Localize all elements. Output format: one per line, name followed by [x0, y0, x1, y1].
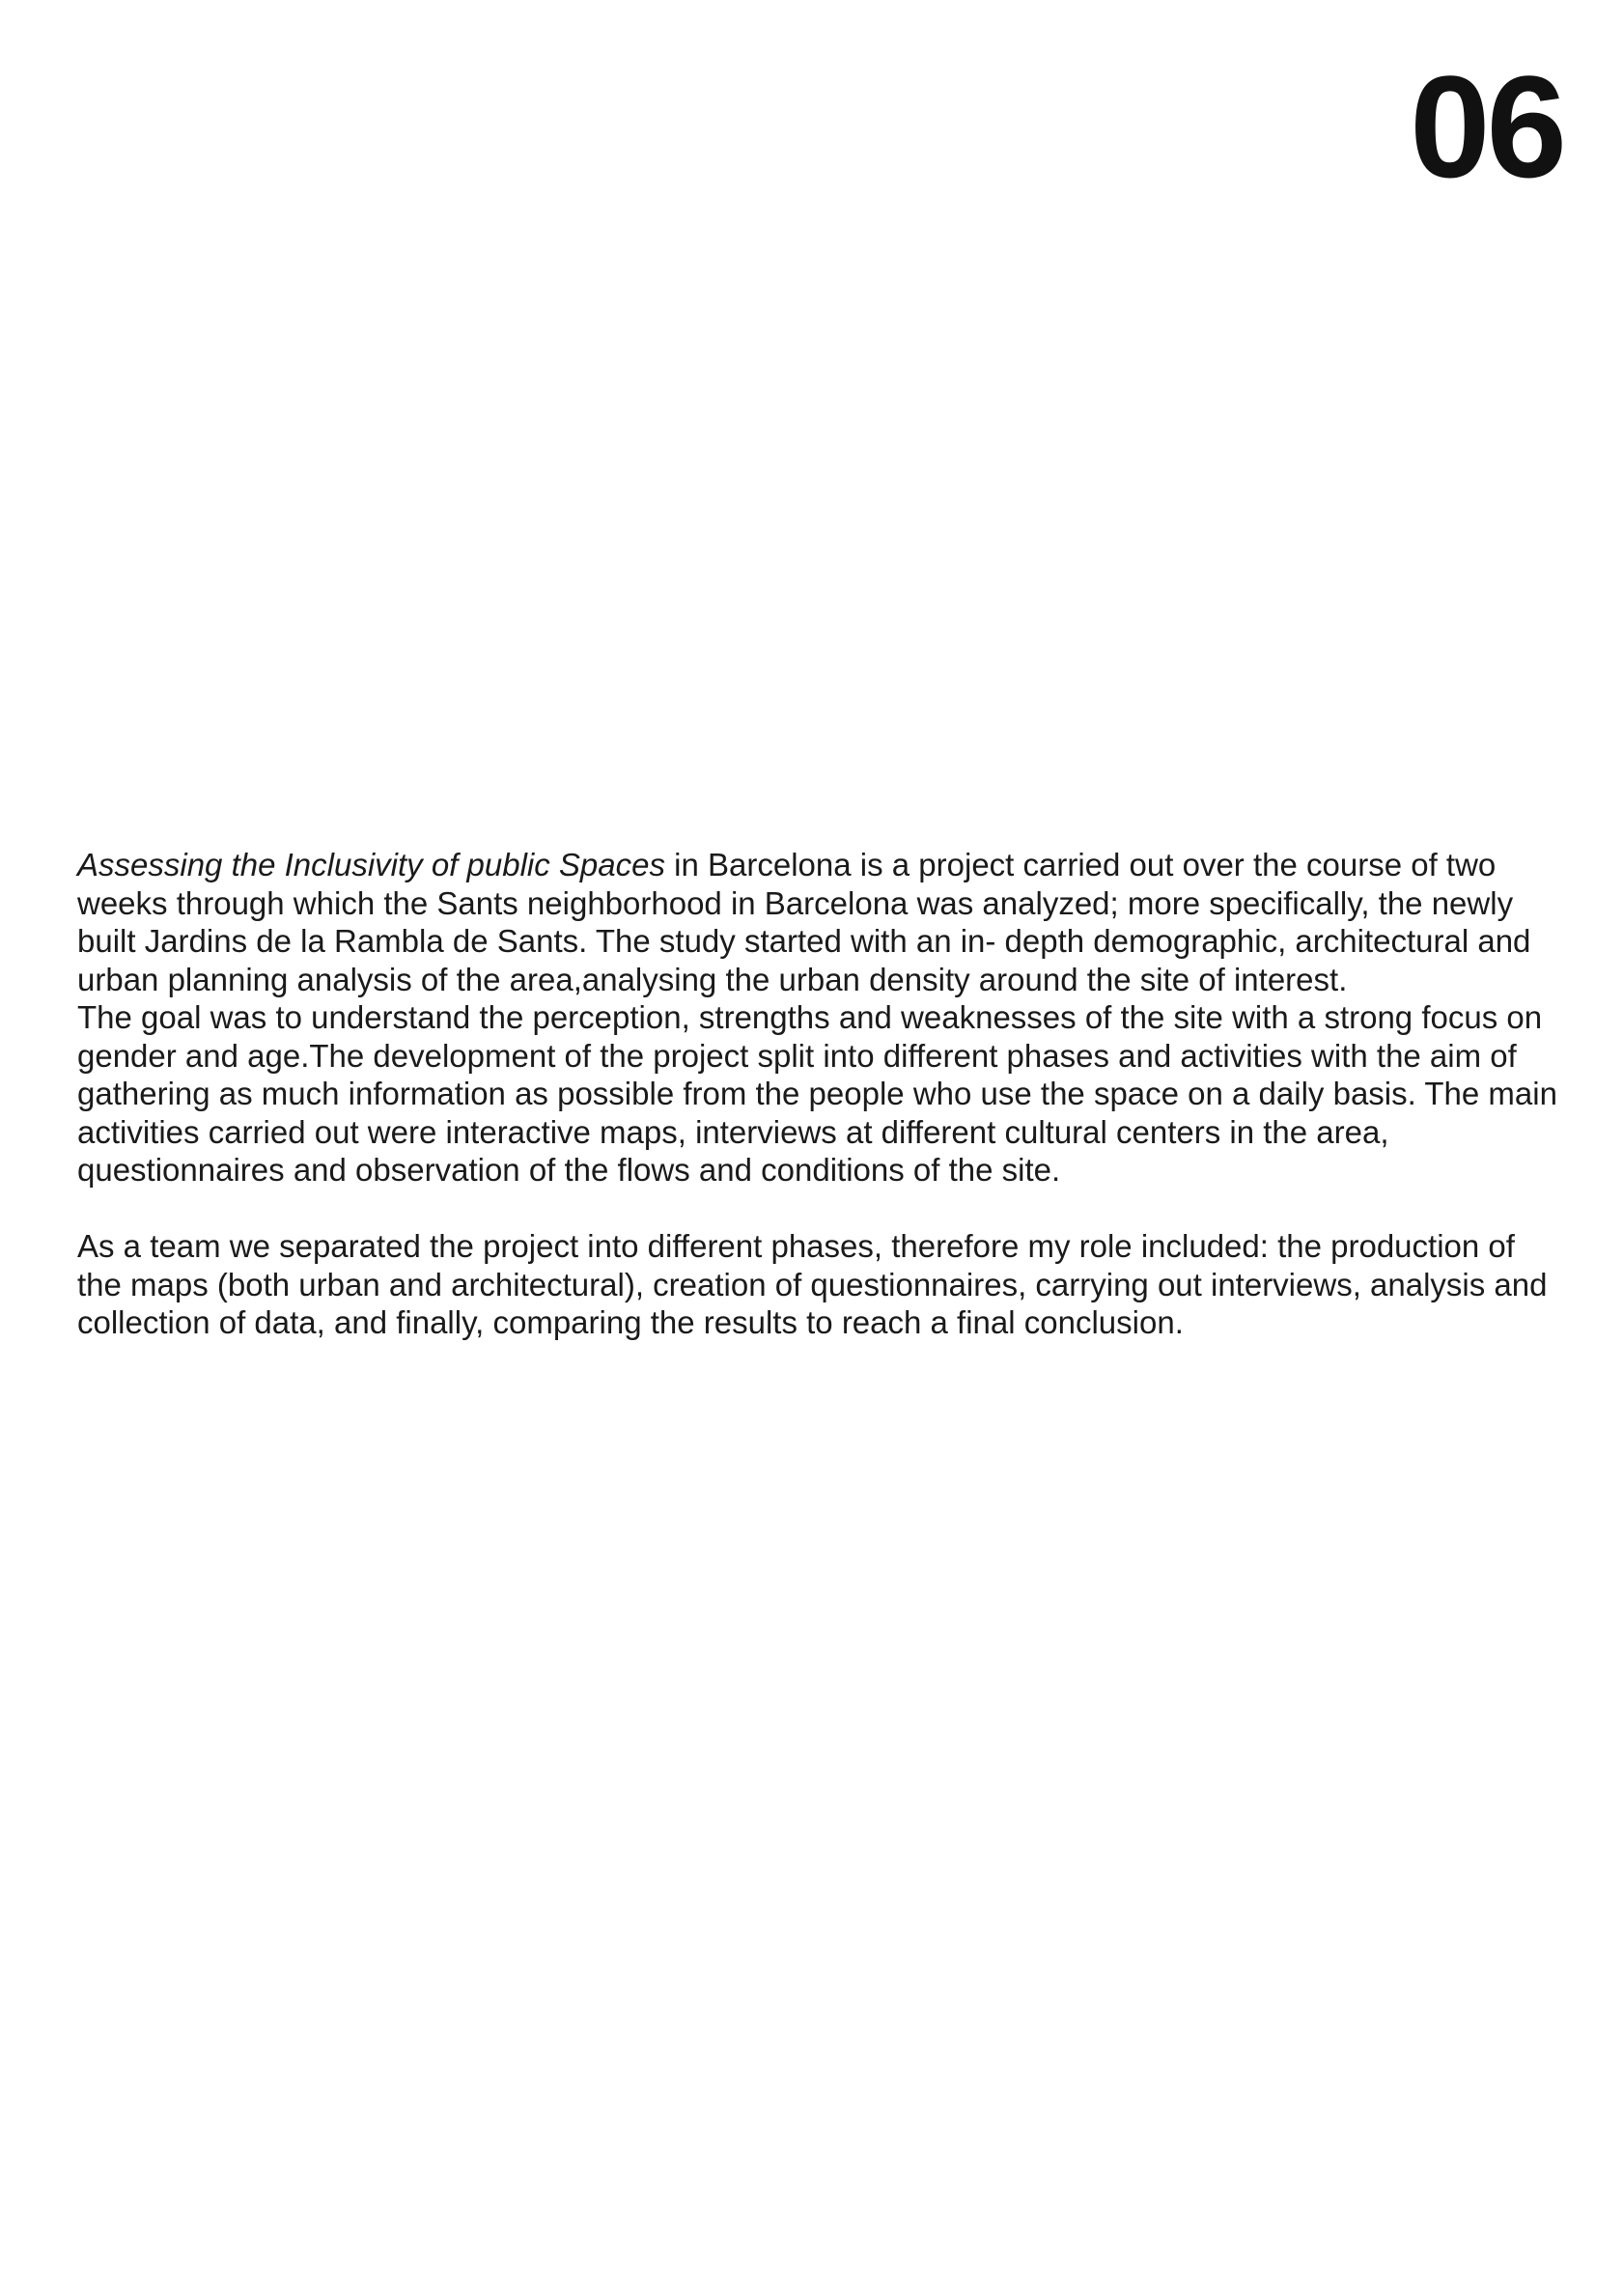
paragraph-role: As a team we separated the project into different phases, therefore my role included: the production of the maps (both urban and architectural), creation of questionnaires, carrying out interviews, analysis and collection of data, and finally, comparing the results to reach a final conclusion. — [77, 1228, 1548, 1340]
page-number: 06 — [1410, 45, 1563, 208]
paragraph-goal: The goal was to understand the perception, strengths and weaknesses of the site with a strong focus on gender and age.The development of the project split into different phases and activities with the aim of gathering as much information as possible from the people who use the space on a daily basis. The main activities carried out were interactive maps, interviews at different cultural centers in the area, questionnaires and observation of the flows and conditions of the site. — [77, 999, 1557, 1188]
project-title: Assessing the Inclusivity of public Spaces — [77, 847, 665, 882]
project-description — [77, 846, 1564, 1342]
paragraph-intro — [77, 846, 1564, 998]
paragraph-intro-text: in Barcelona is a project carried out over the course of two weeks through which the Sants neighborhood in Barcelona was analyzed; more specifically, the newly built Jardins de la Rambla de Sants. The study started with an in- depth demographic, architectural and urban planning analysis of the area,analysing the urban density around the site of interest. — [77, 847, 1531, 997]
